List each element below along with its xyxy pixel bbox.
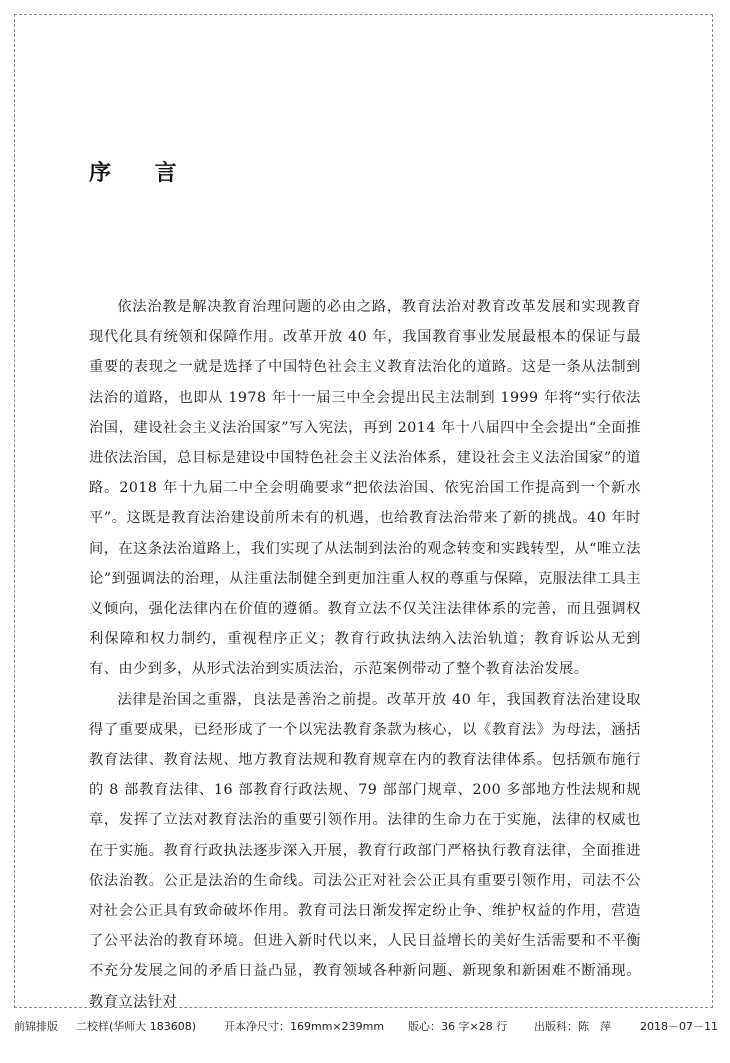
footer-trim-size: 开本净尺寸：169mm×239mm	[224, 1020, 385, 1033]
footer-proof: 二校样(华师大 183608)	[76, 1020, 197, 1033]
body-text	[89, 292, 641, 1017]
paragraph: 法律是治国之重器，良法是善治之前提。改革开放 40 年，我国教育法治建设取得了重要成果，已经形成了一个以宪法教育条款为核心，以《教育法》为母法，涵括教育法律、教育法规、地方教育法规和教育规章在内的教育法律体系。包括颁布施行的 8 部教育法律、16 部教育行政法规、79 部部门规章、200 多部地方性法规和规章，发挥了立法对教育法治的重要引领作用。法律的生命力在于实施，法律的权威也在于实施。教育行政执法逐步深入开展，教育行政部门严格执行教育法律，全面推进依法治教。公正是法治的生命线。司法公正对社会公正具有重要引领作用，司法不公对社会公正具有致命破坏作用。教育司法日渐发挥定纷止争、维护权益的作用，营造了公平法治的教育环境。但进入新时代以来，人民日益增长的美好生活需要和不平衡不充分发展之间的矛盾日益凸显，教育领域各种新问题、新现象和新困难不断涌现。教育立法针对	[89, 691, 641, 1010]
page-title: 序 言	[89, 161, 195, 186]
footer-dept: 出版科：陈 萍	[534, 1020, 611, 1033]
paragraph: 依法治教是解决教育治理问题的必由之路，教育法治对教育改革发展和实现教育现代化具有统领和保障作用。改革开放 40 年，我国教育事业发展最根本的保证与最重要的表现之一就是选择了中国特色社会主义教育法治化的道路。这是一条从法制到法治的道路，也即从 1978 年十一届三中全会提出民主法制到 1999 年将“实行依法治国，建设社会主义法治国家”写入宪法，再到 2014 年十八届四中全会提出“全面推进依法治国，总目标是建设中国特色社会主义法治体系，建设社会主义法治国家”的道路。2018 年十九届二中全会明确要求“把依法治国、依宪治国工作提高到一个新水平”。这既是教育法治建设前所未有的机遇，也给教育法治带来了新的挑战。40 年时间，在这条法治道路上，我们实现了从法制到法治的观念转变和实践转型，从“唯立法论”到强调法的治理，从注重法制健全到更加注重人权的尊重与保障，克服法律工具主义倾向，强化法律内在价值的遵循。教育立法不仅关注法律体系的完善，而且强调权利保障和权力制约，重视程序正义；教育行政执法纳入法治轨道；教育诉讼从无到有、由少到多，从形式法治到实质法治，示范案例带动了整个教育法治发展。	[89, 299, 641, 678]
footer-date: 2018－07－11	[640, 1020, 718, 1033]
footer-typesetter: 前锦排版	[14, 1020, 58, 1033]
footer-layout: 版心：36 字×28 行	[408, 1020, 508, 1033]
print-slug-footer	[14, 1018, 716, 1040]
